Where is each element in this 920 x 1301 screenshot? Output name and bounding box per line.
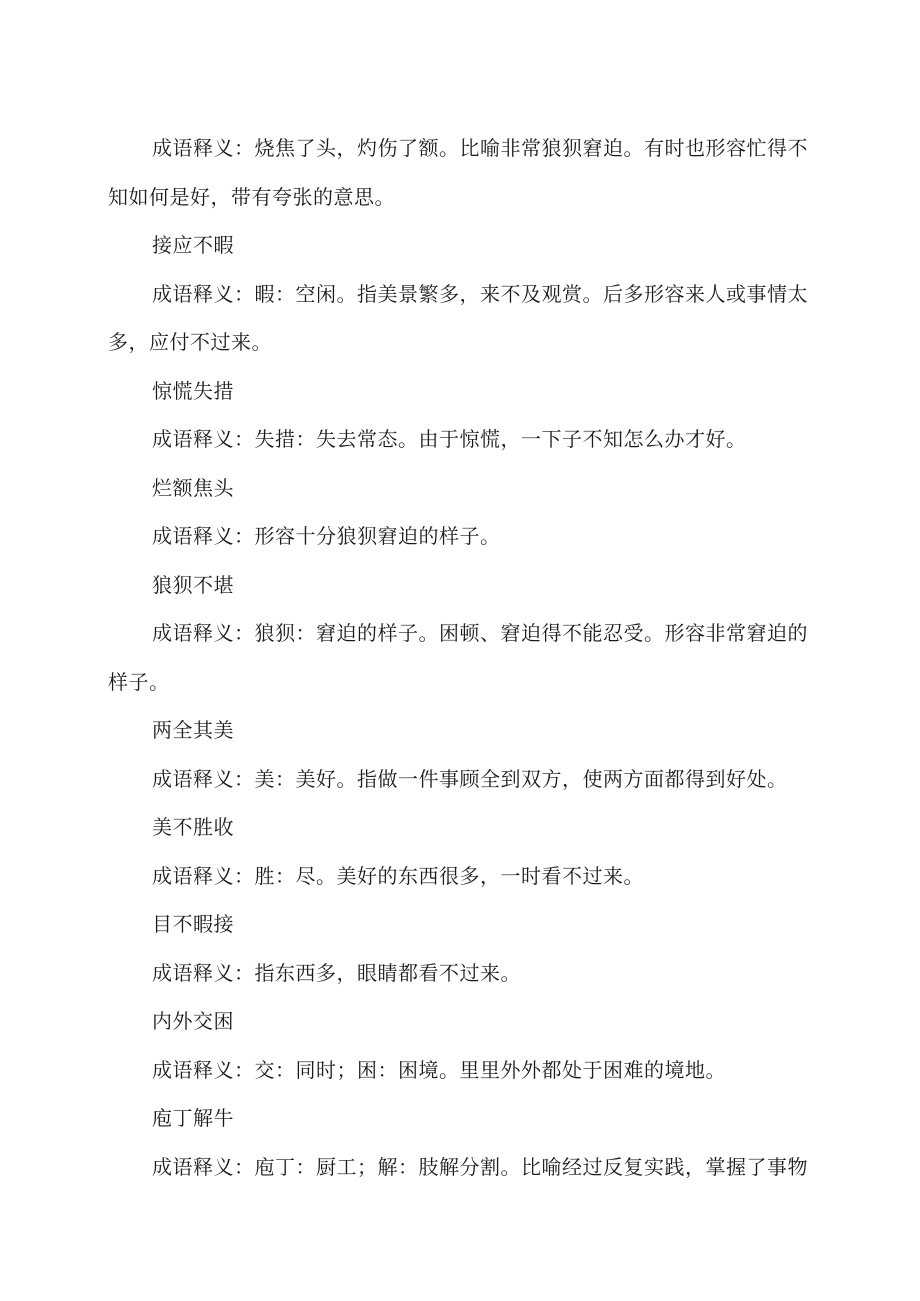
idiom-definition: 成语释义：庖丁：厨工；解：肢解分割。比喻经过反复实践，掌握了事物 xyxy=(152,1154,808,1179)
idiom-definition: 成语释义：失措：失去常态。由于惊慌，一下子不知怎么办才好。 xyxy=(152,427,747,451)
idiom-title: 目不暇接 xyxy=(152,912,234,936)
idiom-definition: 成语释义：美：美好。指做一件事顾全到双方，使两方面都得到好处。 xyxy=(152,766,788,791)
idiom-entry-list xyxy=(108,124,808,1191)
idiom-definition: 成语释义：暇：空闲。指美景繁多，来不及观赏。后多形容来人或事情太多，应付不过来。 xyxy=(108,281,808,354)
idiom-title: 两全其美 xyxy=(152,718,234,742)
idiom-title: 接应不暇 xyxy=(152,233,234,257)
idiom-title: 庖丁解牛 xyxy=(152,1106,234,1130)
idiom-definition: 成语释义：烧焦了头，灼伤了额。比喻非常狼狈窘迫。有时也形容忙得不知如何是好，带有夸张的意思。 xyxy=(108,136,808,209)
idiom-title: 烂额焦头 xyxy=(152,475,234,500)
idiom-title: 内外交困 xyxy=(152,1009,234,1033)
idiom-title: 美不胜收 xyxy=(152,815,234,839)
idiom-title: 惊慌失措 xyxy=(152,378,234,403)
idiom-definition: 成语释义：胜：尽。美好的东西很多，一时看不过来。 xyxy=(152,863,644,888)
idiom-definition: 成语释义：交：同时；困：困境。里里外外都处于困难的境地。 xyxy=(152,1057,726,1082)
idiom-title: 狼狈不堪 xyxy=(152,572,234,597)
idiom-definition: 成语释义：形容十分狼狈窘迫的样子。 xyxy=(152,524,501,548)
idiom-definition: 成语释义：狼狈：窘迫的样子。困顿、窘迫得不能忍受。形容非常窘迫的样子。 xyxy=(108,621,808,694)
idiom-definition: 成语释义：指东西多，眼睛都看不过来。 xyxy=(152,960,521,985)
